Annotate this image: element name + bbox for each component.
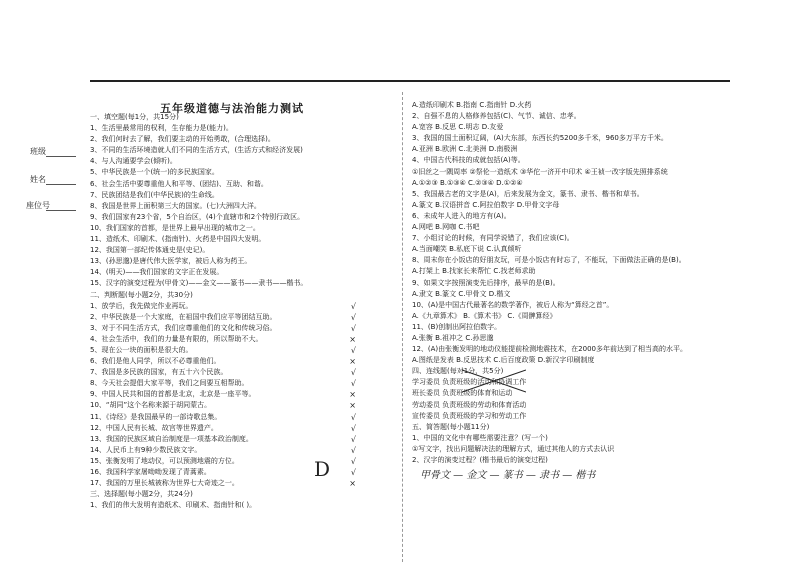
question-text: 三、选择题(每小题2分，共24分) [90, 490, 193, 499]
judgement-mark: √ [350, 412, 356, 422]
question-text: 17、我国的万里长城被称为世界七大奇迹之一。 [90, 479, 239, 488]
class-label: 班级 [30, 147, 46, 156]
judgement-mark: √ [350, 312, 356, 322]
judgement-mark: √ [350, 345, 356, 355]
question-line [90, 467, 390, 478]
question-text: 4、社会生活中，我们的力量是有限的，所以帮助不大。 [90, 334, 263, 343]
question-line [90, 412, 390, 423]
question-text: 14、人民币上有9种少数民族文字。 [90, 445, 202, 454]
question-line [90, 445, 390, 456]
question-line: 2、自强不息的人格修养包括(C)、气节、诚信、忠孝。 [412, 112, 581, 121]
question-line: A.网吧 B.网咖 C.书吧 [412, 223, 480, 232]
judgement-mark: √ [350, 423, 356, 433]
fold-line [402, 92, 403, 562]
question-text: 6、社会生活中要尊重他人和平等、(团结)、互助、和谐。 [90, 179, 268, 188]
name-line [46, 184, 76, 185]
judgement-mark: × [349, 401, 356, 411]
handwritten-answer: 甲骨文 — 金文 — 篆书 — 隶书 — 楷书 [420, 470, 596, 481]
question-line: 劳动委员 负责班级的劳动和体育活动 [412, 400, 527, 409]
question-text: 12、中国人民有长城、故宫等世界遗产。 [90, 423, 218, 432]
question-line [90, 389, 390, 400]
class-line [46, 156, 76, 157]
question-line [90, 223, 390, 234]
big-answer-d: D [314, 457, 331, 481]
question-text: 13、(孙思邈)是唐代伟大医学家，被后人称为药王。 [90, 257, 252, 266]
exam-title: 五年级道德与法治能力测试 [160, 102, 304, 115]
question-line [90, 201, 390, 212]
question-text: 3、对于不同生活方式，我们应尊重他们的文化和传统习俗。 [90, 323, 277, 332]
question-line: 宣传委员 负责班级的学习和劳动工作 [412, 411, 527, 420]
question-line [90, 489, 390, 500]
question-line: A.张衡 B.祖冲之 C.孙思邈 [412, 333, 494, 342]
question-line [90, 190, 390, 201]
question-line: ①旧丝之一隅周率 ②祭伦一造纸术 ③华佗一济开中印术 ④王祯一改字版先照排系统 [412, 167, 668, 176]
question-text: 9、我们国家有23个省，5个自治区，(4)个直辖市和2个特别行政区。 [90, 212, 305, 221]
question-line [90, 212, 390, 223]
question-line [90, 234, 390, 245]
question-line [90, 423, 390, 434]
question-line: A.宽容 B.反思 C.明志 D.友爱 [412, 123, 504, 132]
question-line [90, 267, 390, 278]
question-line [90, 156, 390, 167]
question-line [90, 434, 390, 445]
question-text: 1、我们的伟大发明有造纸术、印刷术、指南针和( )。 [90, 501, 257, 510]
question-line: ①写文字，找出问题解决法的理解方式，通过其他人的方式去认识 [412, 444, 615, 453]
question-line: A.篆文 B.汉语拼音 C.阿拉伯数字 D.甲骨文字母 [412, 200, 560, 209]
question-text: 16、我国科学家屠呦呦发现了青蒿素。 [90, 468, 211, 476]
question-line: 五、简答题(每小题11分) [412, 422, 490, 431]
name-label: 姓名 [30, 175, 46, 184]
question-line: A.隶文 B.篆文 C.甲骨文 D.楷文 [412, 289, 511, 298]
question-text: 二、判断题(每小题2分，共30分) [90, 290, 193, 299]
question-line [90, 123, 390, 134]
question-line: 6、未成年人进入的地方有(A)。 [412, 211, 511, 220]
question-line: 学习委员 负责班级的活动和协调工作 [412, 378, 527, 387]
question-line [90, 334, 390, 345]
question-line [90, 145, 390, 156]
question-text: 13、我国的民族区域自治制度是一项基本政治制度。 [90, 434, 253, 443]
question-line: 2、汉字的演变过程？(楷书最后的演变过程) [412, 456, 548, 464]
question-line: 4、中国古代科技的成就包括(A)等。 [412, 156, 525, 165]
question-text: 10、“胡同”这个名称来源于胡同蒙古。 [90, 401, 212, 410]
question-line: A.打架上 B.找家长来帮忙 C.找老师求助 [412, 267, 536, 276]
question-text: 2、我们何时去了解，我们要主动的开始勇敢，(合理选择)。 [90, 135, 275, 144]
question-line [90, 500, 390, 511]
question-line [90, 179, 390, 190]
left-column [90, 112, 390, 511]
question-line: 班长委员 负责班级的体育和运动 [412, 389, 513, 398]
judgement-mark: √ [350, 456, 356, 466]
question-line: A.造纸印刷术 B.指南 C.指南针 D.火药 [412, 101, 532, 109]
question-text: 4、与人沟通要学会(倾听)。 [90, 157, 177, 166]
question-text: 一、填空题(每1分，共15分) [90, 113, 179, 121]
judgement-mark: √ [350, 434, 356, 444]
judgement-mark: √ [350, 368, 356, 378]
judgement-mark: √ [350, 468, 356, 477]
question-text: 5、中华民族是一个(统一)的多民族国家。 [90, 168, 219, 177]
question-text: 9、中国人民共和国的首都是北京，北京是一座平等。 [90, 390, 256, 399]
question-line: 7、小组讨论的时候，有同学说错了，我们应该(C)。 [412, 234, 574, 243]
question-line [90, 290, 390, 301]
judgement-mark: √ [350, 379, 356, 389]
judgement-mark: √ [350, 445, 356, 455]
question-line [90, 400, 390, 411]
question-line [90, 256, 390, 267]
question-text: 7、我国是多民族的国家，有五十六个民族。 [90, 368, 228, 377]
question-line: 1、中国的文化中有哪些需要注意？(写一个) [412, 433, 548, 442]
question-line [90, 345, 390, 356]
judgement-mark: √ [350, 323, 356, 333]
question-line: 9、如果文字按照演变先后排序，最早的是(B)。 [412, 278, 560, 287]
header-rule [90, 80, 730, 82]
question-line [90, 134, 390, 145]
question-line: 8、周末你在小饭店的好朋友玩，可是小饭店有时忘了，不能玩，下面做法正确的是(B)。 [412, 256, 686, 265]
question-line: A.①②③ B.①③④ C.②③④ D.①②④ [412, 178, 523, 187]
question-text: 2、中华民族是一个大家庭，在祖国中我们应平等团结互助。 [90, 312, 277, 321]
question-text: 14、(明天)——我们国家的文字正在发展。 [90, 268, 224, 277]
question-text: 5、现在公一块的面积是很大的。 [90, 345, 193, 354]
question-text: 15、张衡发明了地动仪，可以预测地震的方位。 [90, 456, 239, 465]
question-line [90, 112, 390, 123]
judgement-mark: × [349, 334, 356, 344]
question-line: 10、(A)是中国古代最著名的数学著作，被后人称为“算经之首”。 [412, 300, 614, 309]
question-line [90, 367, 390, 378]
question-text: 15、汉字的演变过程为(甲骨文)——金文——篆书——隶书——楷书。 [90, 279, 308, 288]
question-text: 7、民族团结是我们(中华民族)的生命线。 [90, 190, 219, 199]
question-text: 3、不同的生活环境造就人们不同的生活方式，(生活方式和经济发展) [90, 146, 303, 155]
judgement-mark: × [349, 390, 356, 400]
question-line: 四、连线题(每对1分，共5分) [412, 367, 504, 376]
seat-label: 座位号 [26, 201, 50, 210]
question-text: 11、《诗经》是我国最早的一部诗歌总集。 [90, 412, 222, 421]
question-text: 10、我们国家的首都，是世界上最早出现的城市之一。 [90, 223, 260, 232]
question-line: A.当面嘲笑 B.私底下说 C.认真倾听 [412, 245, 522, 254]
question-line: 3、我国的国土面积辽阔，(A)大东部，东西长约5200多千米，960多万平方千米。 [412, 134, 668, 143]
question-line [90, 167, 390, 178]
question-line: A.图纸是发表 B.反思技术 C.后百度政策 D.新汉字印刷制度 [412, 356, 595, 365]
question-line: A.《九章算术》 B.《算术书》 C.《周髀算经》 [412, 311, 557, 320]
judgement-mark: × [349, 357, 356, 367]
question-line: A.亚洲 B.欧洲 C.北美洲 D.南极洲 [412, 145, 518, 154]
matching-lines [462, 368, 526, 408]
right-column [412, 100, 782, 466]
question-text: 1、生活里最常用的权利，生存能力是(能力)。 [90, 124, 233, 133]
question-line [90, 456, 390, 467]
question-text: 8、今天社会提倡大家平等，我们之间要互相帮助。 [90, 379, 249, 388]
question-text: 8、我国是世界上面积第三大的国家。(七)大洲四大洋。 [90, 201, 261, 210]
question-line: 12、(A)由张衡发明的地动仪能提前检测地震技术，在2000多年前达到了相当高的水平。 [412, 345, 687, 354]
question-line [90, 323, 390, 334]
question-text: 6、我们是他人同学，所以不必尊重他们。 [90, 357, 221, 366]
question-line: 11、(B)创制出阿拉伯数字。 [412, 322, 502, 331]
question-line [90, 478, 390, 489]
question-text: 11、造纸术、印刷术、(指南针)、火药是中国四大发明。 [90, 235, 266, 244]
question-line [90, 301, 390, 312]
question-line [90, 356, 390, 367]
question-line: 5、我国最古老的文字是(A)，后来发展为金文，篆书、隶书、楷书和草书。 [412, 189, 644, 198]
seat-line [46, 210, 76, 211]
question-line [90, 312, 390, 323]
question-text: 1、放学后，我先做完作业再玩。 [90, 301, 193, 310]
question-line [90, 278, 390, 289]
judgement-mark: × [349, 479, 356, 489]
question-line [90, 245, 390, 256]
question-text: 12、我国第一部纪传体通史是(史记)。 [90, 246, 210, 255]
judgement-mark: √ [350, 301, 356, 311]
question-line [90, 378, 390, 389]
